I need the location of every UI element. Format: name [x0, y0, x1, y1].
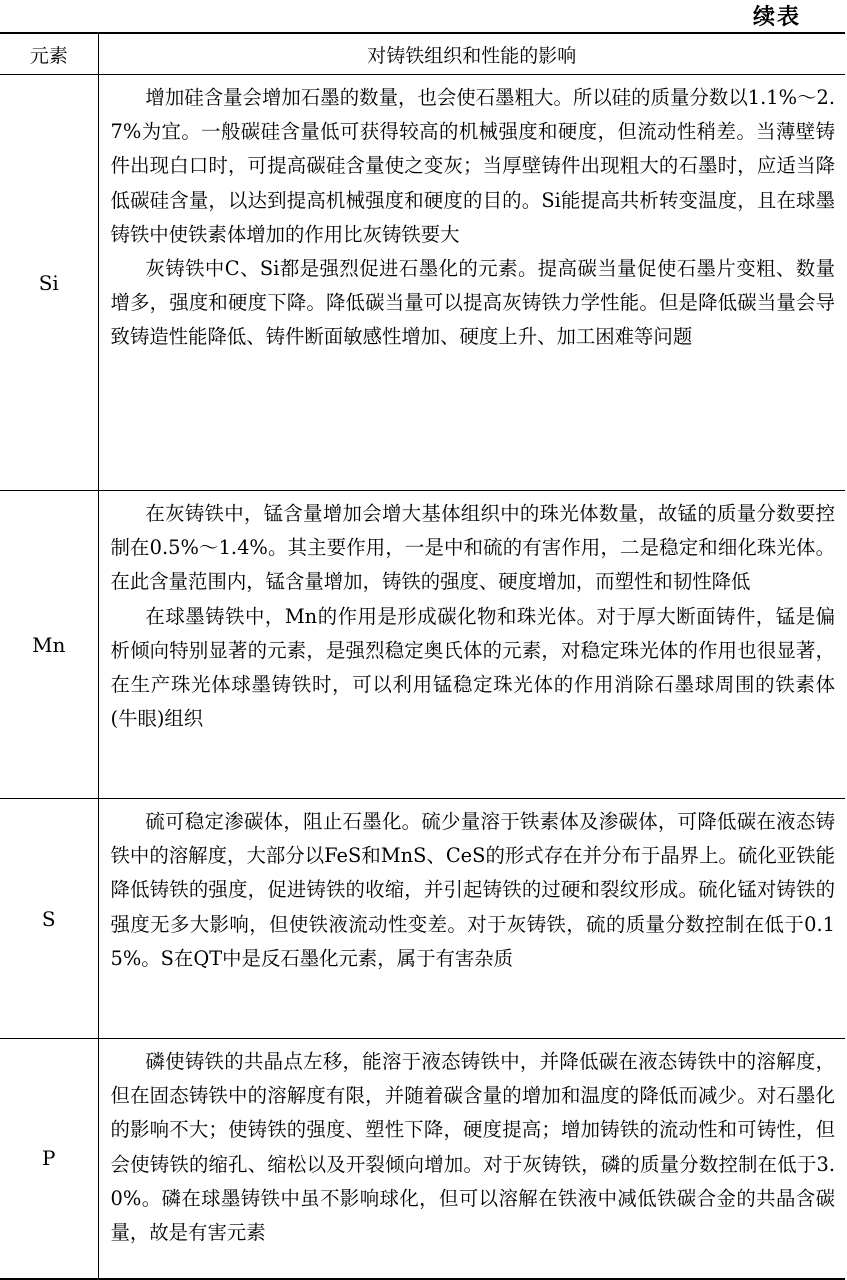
effect-paragraph: 增加硅含量会增加石墨的数量，也会使石墨粗大。所以硅的质量分数以1.1%～2.7%为宜。一般碳硅含量低可获得较高的机械强度和硬度，但流动性稍差。当薄壁铸件出现白口时，可提高碳硅含量使之变灰；当厚壁铸件出现粗大的石墨时，应适当降低碳硅含量，以达到提高机械强度和硬度的目的。Si能提高共析转变温度，且在球墨铸铁中使铁素体增加的作用比灰铸铁要大: [110, 86, 835, 246]
element-effects-table: [0, 32, 845, 1280]
table-header-row: [0, 33, 845, 75]
header-element: 元素: [0, 33, 98, 75]
effect-paragraph: 灰铸铁中C、Si都是强烈促进石墨化的元素。提高碳当量促使石墨片变粗、数量增多，强度和硬度下降。降低碳当量可以提高灰铸铁力学性能。但是降低碳当量会导致铸造性能降低、铸件断面敏感性增加、硬度上升、加工困难等问题: [110, 257, 835, 349]
element-cell: Mn: [0, 491, 98, 799]
table-row-si: [0, 75, 845, 491]
continued-label: 续表: [752, 4, 801, 30]
table-row-p: [0, 1039, 845, 1279]
effect-paragraph: 在灰铸铁中，锰含量增加会增大基体组织中的珠光体数量，故锰的质量分数要控制在0.5%～1.4%。其主要作用，一是中和硫的有害作用，二是稳定和细化珠光体。在此含量范围内，锰含量增加，铸铁的强度、硬度增加，而塑性和韧性降低: [110, 502, 835, 594]
effect-cell: [98, 75, 845, 491]
effect-cell: [98, 1039, 845, 1279]
header-effect: 对铸铁组织和性能的影响: [98, 33, 845, 75]
effect-paragraph: 在球墨铸铁中，Mn的作用是形成碳化物和珠光体。对于厚大断面铸件，锰是偏析倾向特别显著的元素，是强烈稳定奥氏体的元素，对稳定珠光体的作用也很显著，在生产珠光体球墨铸铁时，可以利用锰稳定珠光体的作用消除石墨球周围的铁素体(牛眼)组织: [110, 604, 835, 731]
effect-paragraph: 磷使铸铁的共晶点左移，能溶于液态铸铁中，并降低碳在液态铸铁中的溶解度，但在固态铸铁中的溶解度有限，并随着碳含量的增加和温度的降低而减少。对石墨化的影响不大；使铸铁的强度、塑性下降，硬度提高；增加铸铁的流动性和可铸性，但会使铸铁的缩孔、缩松以及开裂倾向增加。对于灰铸铁，磷的质量分数控制在低于3.0%。磷在球墨铸铁中虽不影响球化，但可以溶解在铁液中减低铁碳合金的共晶含碳量，故是有害元素: [110, 1050, 835, 1245]
element-cell: S: [0, 799, 98, 1039]
element-cell: P: [0, 1039, 98, 1279]
table-row-s: [0, 799, 845, 1039]
effect-paragraph: 硫可稳定渗碳体，阻止石墨化。硫少量溶于铁素体及渗碳体，可降低碳在液态铸铁中的溶解度，大部分以FeS和MnS、CeS的形式存在并分布于晶界上。硫化亚铁能降低铸铁的强度，促进铸铁的收缩，并引起铸铁的过硬和裂纹形成。硫化锰对铸铁的强度无多大影响，但使铁液流动性变差。对于灰铸铁，硫的质量分数控制在低于0.15%。S在QT中是反石墨化元素，属于有害杂质: [110, 810, 835, 970]
effect-cell: [98, 799, 845, 1039]
effect-cell: [98, 491, 845, 799]
element-cell: Si: [0, 75, 98, 491]
table-row-mn: [0, 491, 845, 799]
